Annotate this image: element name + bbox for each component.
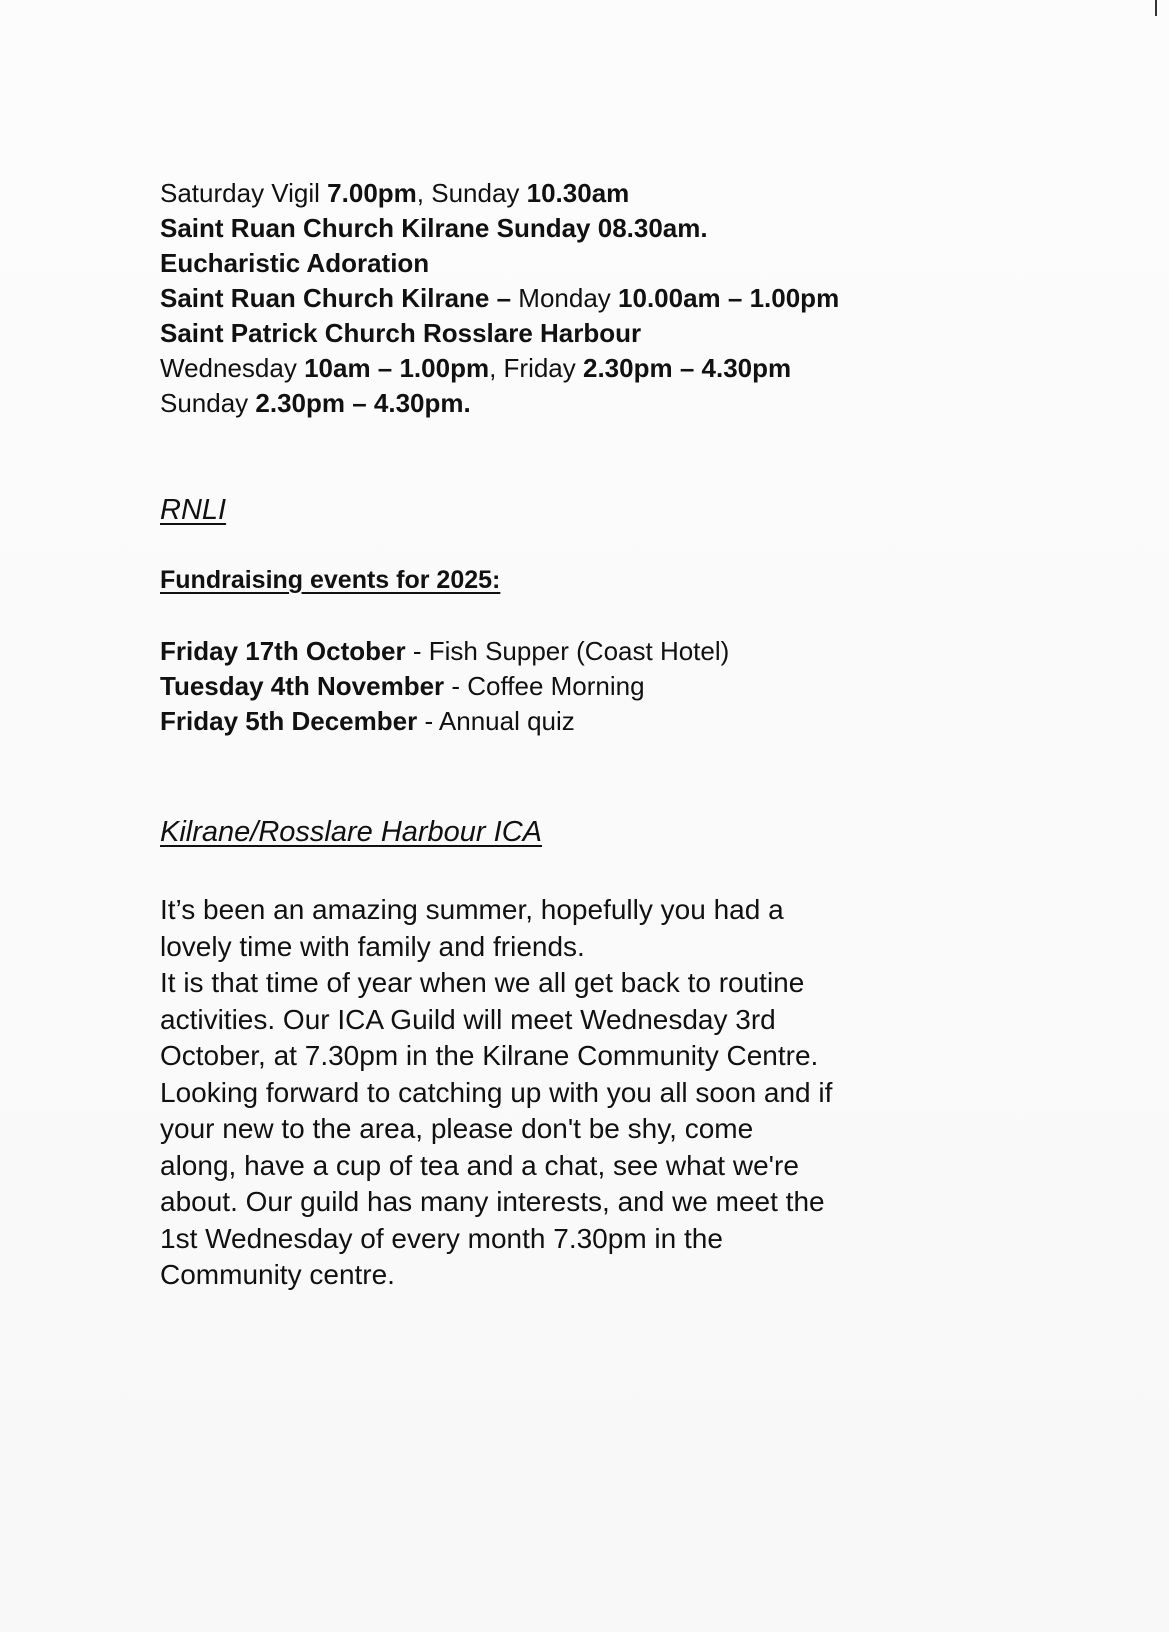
friday-label: , Friday (489, 353, 583, 383)
adoration-heading: Eucharistic Adoration (160, 248, 430, 278)
ica-text-line: October, at 7.30pm in the Kilrane Community Centre. (160, 1040, 819, 1071)
ica-text-line: activities. Our ICA Guild will meet Wednesday 3rd (160, 1003, 776, 1035)
event-description: - Annual quiz (417, 706, 575, 736)
event-item (160, 704, 729, 739)
friday-time: 2.30pm – 4.30pm (583, 353, 792, 383)
ica-text-line: 1st Wednesday of every month 7.30pm in the (160, 1222, 723, 1254)
wednesday-time: 10am – 1.00pm (304, 353, 490, 383)
event-date: Friday 5th December (160, 706, 418, 736)
event-item (160, 634, 729, 669)
kilrane-adoration-line (160, 281, 839, 316)
sunday-label: , Sunday (416, 178, 527, 208)
mass-times-block (160, 176, 839, 421)
fundraising-heading: Fundraising events for 2025: (160, 566, 501, 594)
ica-block (160, 816, 542, 849)
ica-text-line: along, have a cup of tea and a chat, see what we're (160, 1149, 799, 1181)
vigil-time: 7.00pm (327, 178, 417, 208)
kilrane-church-label: Saint Ruan Church Kilrane – (160, 283, 519, 313)
event-description: - Coffee Morning (444, 671, 645, 701)
event-item (160, 669, 729, 704)
event-description: - Fish Supper (Coast Hotel) (405, 636, 730, 666)
sunday-time: 10.30am (526, 178, 630, 208)
rosslare-church-label: Saint Patrick Church Rosslare Harbour (160, 318, 642, 348)
vigil-times-line (160, 176, 839, 211)
ica-text-line: lovely time with family and friends. (160, 930, 585, 962)
vigil-label: Saturday Vigil (160, 178, 328, 208)
event-date: Friday 17th October (160, 636, 406, 666)
rnli-events-block (160, 566, 500, 595)
wednesday-label: Wednesday (160, 353, 305, 383)
ica-text-line: It’s been an amazing summer, hopefully you had a (160, 894, 784, 925)
ica-text-line: Looking forward to catching up with you all soon and if (160, 1076, 833, 1108)
sunday-adoration-label: Sunday (160, 388, 256, 418)
monday-time: 10.00am – 1.00pm (618, 283, 840, 313)
ica-paragraph (160, 892, 832, 1294)
rosslare-sunday-line (160, 386, 839, 421)
scan-artifact (1155, 0, 1157, 16)
rnli-block (160, 494, 226, 527)
kilrane-sunday-line: Saint Ruan Church Kilrane Sunday 08.30am. (160, 213, 708, 243)
rnli-heading: RNLI (160, 494, 227, 526)
ica-text-line: about. Our guild has many interests, and we meet the (160, 1186, 825, 1217)
rnli-events-list (160, 634, 729, 739)
ica-text-line: It is that time of year when we all get back to routine (160, 967, 805, 998)
ica-heading: Kilrane/Rosslare Harbour ICA (160, 816, 542, 848)
rosslare-weekday-line (160, 351, 839, 386)
sunday-adoration-time: 2.30pm – 4.30pm. (255, 388, 471, 418)
ica-text-line: Community centre. (160, 1259, 395, 1290)
monday-label: Monday (518, 283, 619, 313)
ica-text-line: your new to the area, please don't be shy, come (160, 1113, 754, 1144)
event-date: Tuesday 4th November (160, 671, 445, 701)
